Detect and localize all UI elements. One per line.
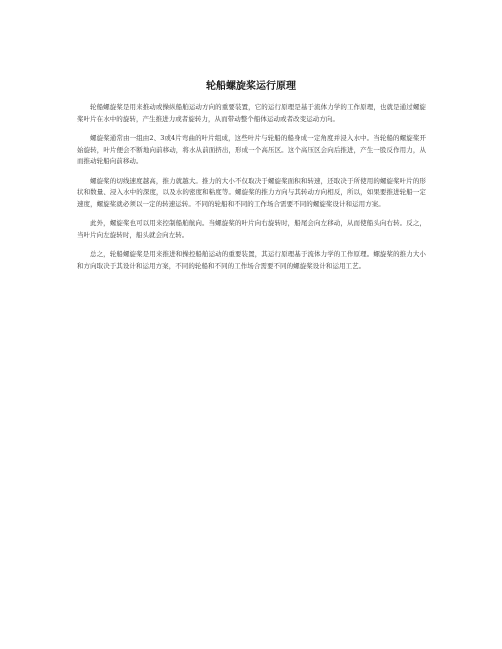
document-title: 轮船螺旋桨运行原理: [206, 81, 296, 92]
document-body: [77, 102, 426, 280]
paragraph-3: 螺旋桨的切线速度越高，推力就越大。推力的大小不仅取决于螺旋桨面积和转速，还取决于所使用的螺旋桨叶片的形状和数量、浸入水中的深度，以及水的密度和粘度等。螺旋桨的推力方向与其转动方向相反，所以，如果要推进轮船一定速度，螺旋桨就必须以一定的转速运转。不同的轮船和不同的工作场合需要不同的螺旋桨设计和运用方案。: [77, 176, 426, 208]
paragraph-2: 螺旋桨通常由一组由2、3或4片弯曲的叶片组成，这些叶片与轮船的船身成一定角度并浸入水中。当轮船的螺旋桨开始旋转，叶片便会不断地向前移动，将水从前面挤出，形成一个高压区。这个高压区会向后推进，产生一股反作用力，从而推动轮船向前移动。: [77, 134, 426, 165]
paragraph-1: 轮船螺旋桨是用来推动或操纵船舶运动方向的重要装置，它的运行原理是基于流体力学的工作原理，也就是通过螺旋桨叶片在水中的旋转，产生推进力或者旋转力，从而带动整个船体运动或者改变运动方向。: [77, 103, 426, 123]
paragraph-5: 总之，轮船螺旋桨是用来推进和操控船舶运动的重要装置，其运行原理基于流体力学的工作原理。螺旋桨的推力大小和方向取决于其设计和运用方案，不同的轮船和不同的工作场合需要不同的螺旋桨设计和运用工艺。: [77, 250, 426, 270]
paragraph-4: 此外，螺旋桨也可以用来控制船舶航向。当螺旋桨的叶片向右旋转时，船尾会向左移动，从而使船头向右转。反之，当叶片向左旋转时，船头就会向左转。: [77, 219, 426, 239]
